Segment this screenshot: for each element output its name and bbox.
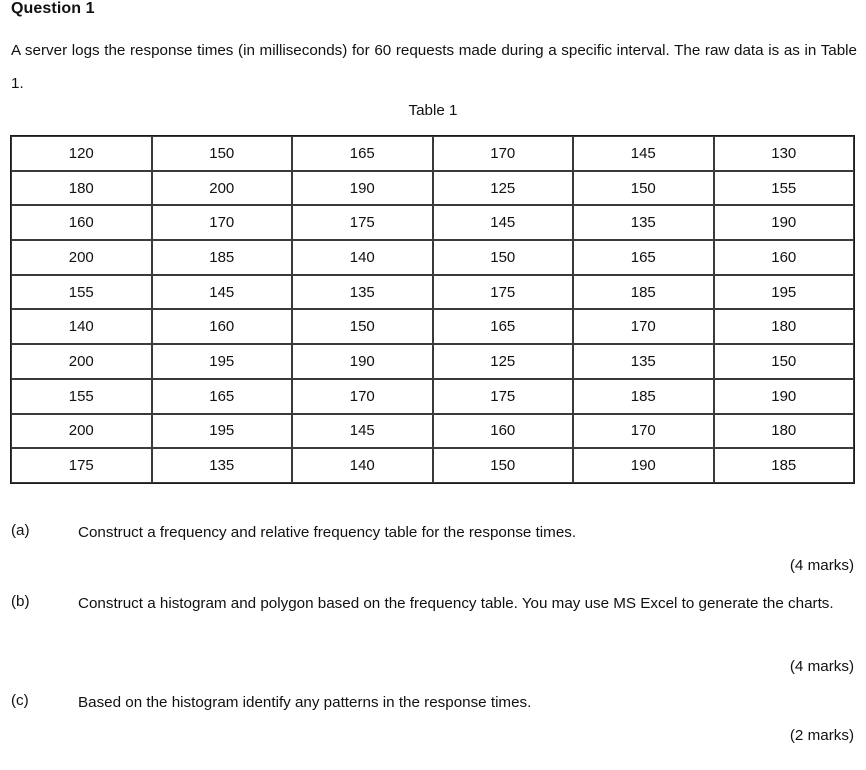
part-b-text: Construct a histogram and polygon based on the frequency table. You may use MS Excel to generate the charts.: [78, 595, 834, 612]
table-cell: 145: [152, 275, 293, 310]
table-caption: Table 1: [408, 102, 458, 119]
part-a-label: (a): [11, 522, 30, 539]
table-row: [11, 205, 854, 240]
table-cell: 200: [11, 344, 152, 379]
part-c-text: Based on the histogram identify any patterns in the response times.: [78, 694, 532, 711]
table-cell: 170: [152, 205, 293, 240]
table-cell: 190: [573, 448, 714, 483]
table-cell: 170: [573, 414, 714, 449]
table-cell: 175: [292, 205, 433, 240]
table-cell: 155: [11, 379, 152, 414]
table-row: [11, 275, 854, 310]
part-b-label: (b): [11, 593, 30, 610]
question-heading: Question 1: [11, 0, 95, 17]
table-row: [11, 136, 854, 171]
table-cell: 185: [152, 240, 293, 275]
part-a-marks: (4 marks): [789, 557, 854, 574]
part-c-label: (c): [11, 692, 29, 709]
table-cell: 195: [152, 344, 293, 379]
table-cell: 160: [11, 205, 152, 240]
table-row: [11, 309, 854, 344]
table-cell: 130: [714, 136, 855, 171]
table-cell: 180: [714, 414, 855, 449]
table-cell: 185: [573, 379, 714, 414]
table-row: [11, 344, 854, 379]
table-cell: 140: [11, 309, 152, 344]
table-cell: 180: [11, 171, 152, 206]
table-cell: 190: [292, 344, 433, 379]
table-cell: 150: [292, 309, 433, 344]
table-row: [11, 448, 854, 483]
table-cell: 180: [714, 309, 855, 344]
table-cell: 190: [714, 205, 855, 240]
table-row: [11, 171, 854, 206]
table-cell: 190: [292, 171, 433, 206]
table-cell: 170: [573, 309, 714, 344]
table-cell: 160: [714, 240, 855, 275]
table-cell: 165: [152, 379, 293, 414]
table-cell: 200: [11, 414, 152, 449]
table-cell: 195: [152, 414, 293, 449]
table-row: [11, 414, 854, 449]
question-intro: A server logs the response times (in milliseconds) for 60 requests made during a specific interval. The raw data is as in Table 1.: [11, 42, 857, 92]
table-cell: 125: [433, 171, 574, 206]
table-cell: 160: [433, 414, 574, 449]
table-cell: 135: [152, 448, 293, 483]
table-cell: 170: [433, 136, 574, 171]
table-cell: 140: [292, 240, 433, 275]
table-cell: 150: [433, 240, 574, 275]
table-cell: 175: [433, 275, 574, 310]
table-cell: 200: [152, 171, 293, 206]
table-cell: 195: [714, 275, 855, 310]
table-cell: 140: [292, 448, 433, 483]
table-row: [11, 240, 854, 275]
table-cell: 165: [292, 136, 433, 171]
part-a-text: Construct a frequency and relative frequency table for the response times.: [78, 524, 577, 541]
table-cell: 150: [433, 448, 574, 483]
response-times-table: [10, 135, 855, 484]
table-cell: 120: [11, 136, 152, 171]
table-row: [11, 379, 854, 414]
table-cell: 145: [433, 205, 574, 240]
table-cell: 135: [573, 344, 714, 379]
table-cell: 150: [152, 136, 293, 171]
table-cell: 135: [573, 205, 714, 240]
table-cell: 135: [292, 275, 433, 310]
table-cell: 165: [433, 309, 574, 344]
table-cell: 125: [433, 344, 574, 379]
table-cell: 175: [433, 379, 574, 414]
table-cell: 145: [573, 136, 714, 171]
table-cell: 175: [11, 448, 152, 483]
table-cell: 165: [573, 240, 714, 275]
table-cell: 155: [11, 275, 152, 310]
table-cell: 150: [573, 171, 714, 206]
table-cell: 145: [292, 414, 433, 449]
part-c-marks: (2 marks): [789, 727, 854, 744]
table-cell: 150: [714, 344, 855, 379]
table-cell: 160: [152, 309, 293, 344]
table-cell: 190: [714, 379, 855, 414]
table-cell: 185: [573, 275, 714, 310]
part-b-marks: (4 marks): [789, 658, 854, 675]
table-cell: 185: [714, 448, 855, 483]
table-cell: 155: [714, 171, 855, 206]
table-cell: 200: [11, 240, 152, 275]
table-cell: 170: [292, 379, 433, 414]
